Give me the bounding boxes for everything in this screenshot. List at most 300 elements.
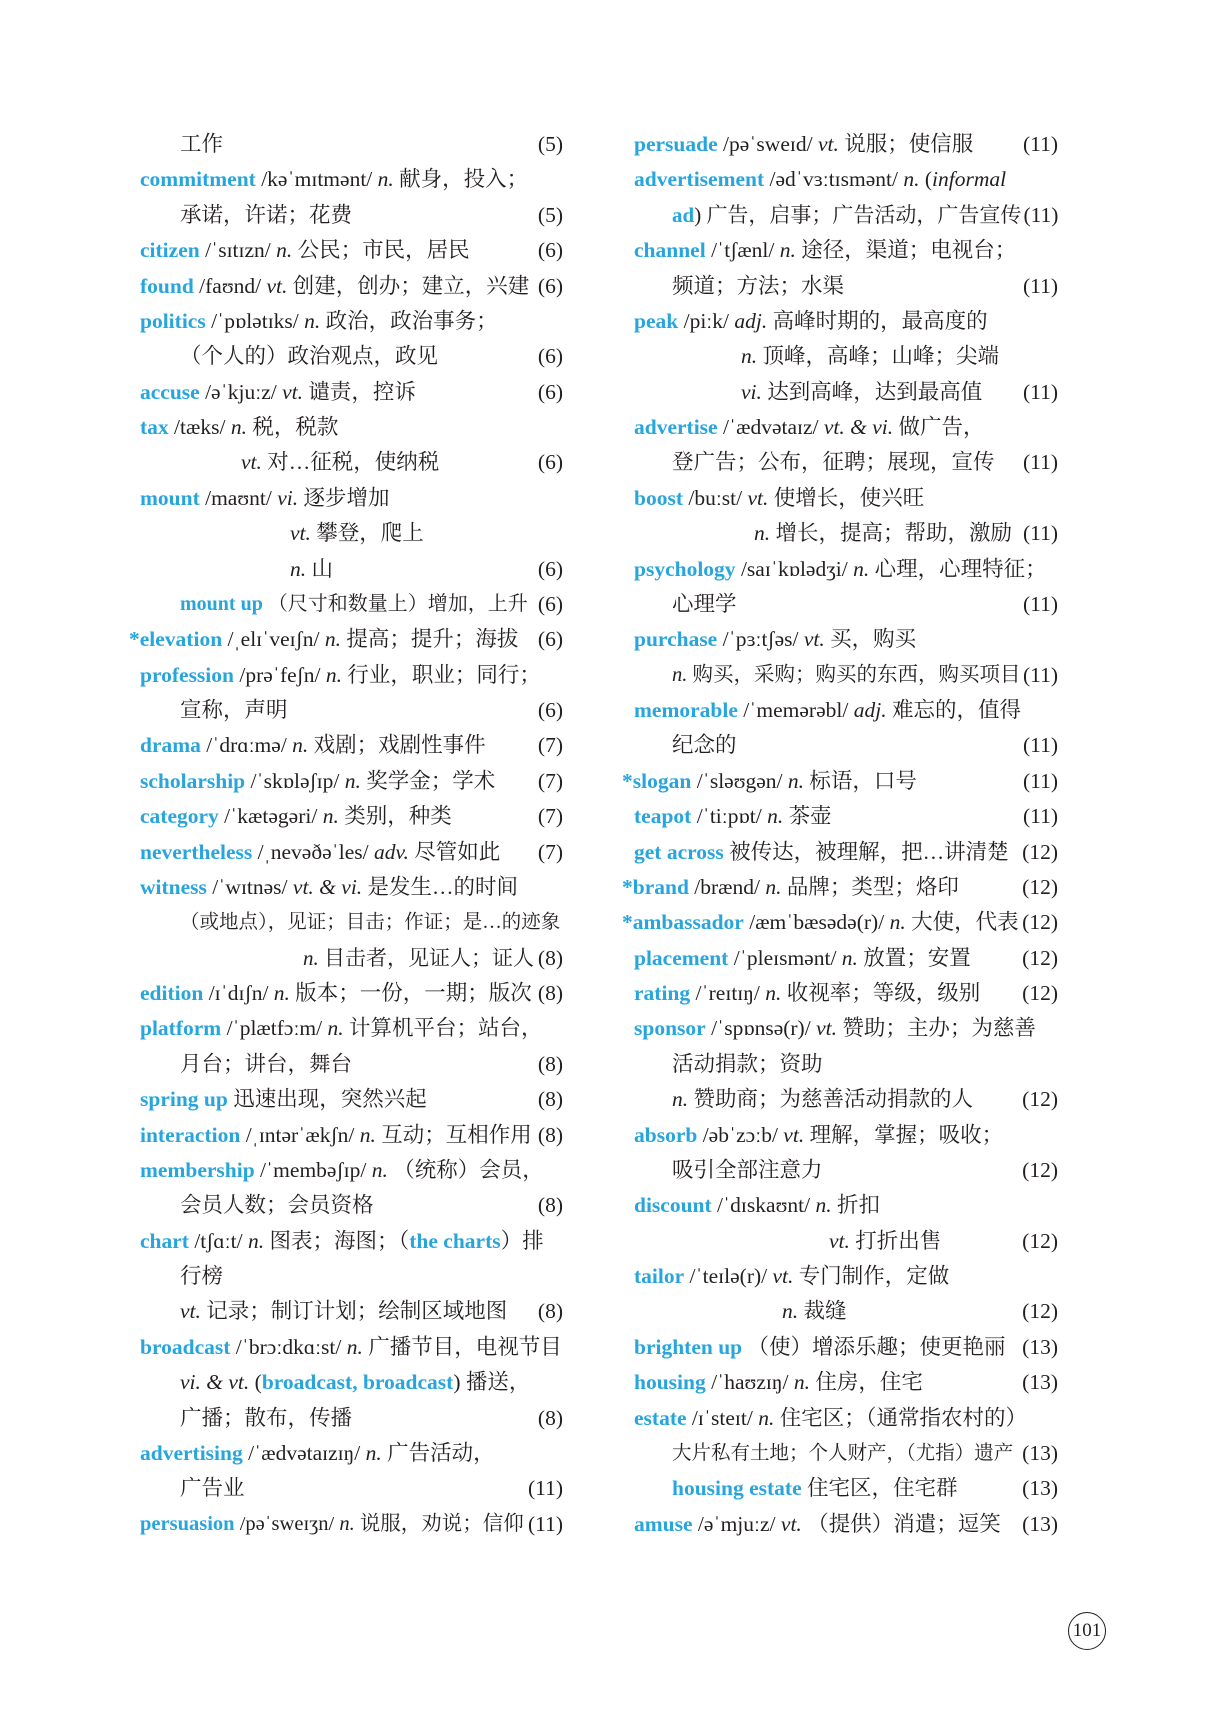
part-of-speech: n. xyxy=(765,981,782,1005)
unit-number: (12) xyxy=(1022,1228,1058,1253)
part-of-speech: vt. xyxy=(780,1511,802,1536)
gloss: 顶峰，高峰；山峰；尖端 xyxy=(762,344,1000,369)
glossary-line xyxy=(634,1047,1058,1082)
unit-number: (11) xyxy=(1022,273,1058,298)
gloss: 折扣 xyxy=(836,1193,880,1218)
part-of-speech: vt. xyxy=(817,132,839,156)
gloss: 目击者，见证人；证人 xyxy=(324,945,534,970)
unit-number: (11) xyxy=(1022,662,1058,687)
part-of-speech: n. xyxy=(346,1334,363,1359)
part-of-speech: n. xyxy=(779,238,796,263)
phonetic: /tæks/ xyxy=(174,415,226,439)
unit-number: (6) xyxy=(537,627,563,652)
glossary-line xyxy=(140,1330,563,1365)
phonetic: /ˈskɒləʃɪp/ xyxy=(250,768,340,793)
headword: category xyxy=(140,804,219,829)
gloss: 宣称，声明 xyxy=(180,698,288,722)
glossary-line xyxy=(634,552,1058,587)
glossary-line xyxy=(622,870,1058,905)
gloss: 行榜 xyxy=(180,1264,224,1288)
headword: politics xyxy=(140,308,206,333)
unit-number: (12) xyxy=(1022,839,1058,864)
gloss: 说服；使信服 xyxy=(844,132,974,156)
glossary-line xyxy=(634,622,1058,657)
gloss: 迅速出现，突然兴起 xyxy=(233,1087,427,1112)
gloss: 对…征税，使纳税 xyxy=(267,450,440,475)
line-text xyxy=(672,198,1021,233)
line-text xyxy=(634,304,988,339)
glossary-line xyxy=(634,976,1058,1011)
gloss: （尺寸和数量上）增加，上升 xyxy=(267,592,528,615)
line-text xyxy=(180,127,223,162)
glossary-line xyxy=(140,1082,563,1117)
page-number-circle xyxy=(1068,1612,1106,1650)
phonetic: /ˈkætəgəri/ xyxy=(224,804,318,829)
part-of-speech: vt. xyxy=(816,1016,837,1041)
line-text xyxy=(140,481,390,516)
gloss: 广播节目，电视节目 xyxy=(368,1334,562,1359)
part-of-speech: vt. xyxy=(829,1228,850,1253)
phonetic: /ˈmembəʃɪp/ xyxy=(260,1157,367,1182)
glossary-line xyxy=(140,410,563,445)
line-text xyxy=(672,1471,958,1506)
glossary-line xyxy=(634,1294,1058,1329)
unit-number: (12) xyxy=(1022,981,1058,1005)
line-text xyxy=(634,622,916,657)
phonetic: /ˈædvətaɪzɪŋ/ xyxy=(248,1440,361,1465)
line-text xyxy=(180,1188,374,1223)
phonetic: /ˈdɪskaʊnt/ xyxy=(717,1193,811,1218)
glossary-line xyxy=(140,1153,563,1188)
glossary-line xyxy=(634,198,1058,233)
unit-number: (12) xyxy=(1022,910,1058,935)
phonetic: /pəˈsweɪʒn/ xyxy=(239,1512,335,1535)
line-text xyxy=(140,764,495,799)
glossary-line xyxy=(140,1224,563,1259)
line-text xyxy=(140,162,528,197)
line-text xyxy=(140,1224,544,1259)
part-of-speech: n. xyxy=(889,910,906,935)
glossary-line xyxy=(140,1436,563,1471)
glossary-line xyxy=(634,1471,1058,1506)
part-of-speech: n. xyxy=(276,238,293,263)
phonetic: /faʊnd/ xyxy=(199,273,262,298)
line-text xyxy=(634,481,924,516)
part-of-speech: adj. xyxy=(734,308,768,333)
phonetic: /ˈdrɑːmə/ xyxy=(206,733,287,758)
unit-number: (11) xyxy=(1022,591,1058,616)
phonetic: /ˈwɪtnəs/ xyxy=(212,874,288,899)
glossary-line xyxy=(634,445,1058,480)
headword: absorb xyxy=(634,1122,698,1147)
phonetic: /ˈplætfɔːm/ xyxy=(226,1016,323,1041)
line-text xyxy=(672,1047,823,1082)
glossary-line xyxy=(634,835,1058,870)
unit-number: (11) xyxy=(1022,804,1058,829)
headword: tax xyxy=(140,415,169,439)
phonetic: /ˈsləʊgən/ xyxy=(696,768,783,793)
line-text xyxy=(634,799,832,834)
gloss: 被传达，被理解，把…讲清楚 xyxy=(729,839,1009,864)
phonetic: /ˌnevəðəˈles/ xyxy=(257,839,369,864)
unit-number: (13) xyxy=(1022,1440,1058,1465)
gloss: 提高；提升；海拔 xyxy=(346,627,519,652)
headword: sponsor xyxy=(634,1016,706,1041)
glossary-line xyxy=(140,1259,563,1294)
gloss: 逐步增加 xyxy=(303,485,390,510)
line-text xyxy=(140,304,498,339)
headword: drama xyxy=(140,733,201,758)
glossary-line xyxy=(634,481,1058,516)
headword: discount xyxy=(634,1193,712,1218)
headword: rating xyxy=(634,981,691,1005)
unit-number: (13) xyxy=(1022,1511,1058,1536)
phonetic: /ˈædvətaɪz/ xyxy=(722,415,819,439)
glossary-line xyxy=(634,728,1058,763)
part-of-speech: n. xyxy=(292,733,309,758)
unit-number: (5) xyxy=(537,132,563,156)
gloss: 政治，政治事务； xyxy=(325,308,498,333)
part-of-speech: vt. xyxy=(803,627,825,652)
phonetic: /brænd/ xyxy=(694,874,760,899)
gloss: 住房，住宅 xyxy=(815,1370,923,1395)
glossary-line xyxy=(634,516,1058,551)
line-text xyxy=(782,1294,847,1329)
gloss: 纪念的 xyxy=(672,733,737,758)
line-text xyxy=(672,658,1021,693)
gloss: 购买，采购；购买的东西，购买项目 xyxy=(692,663,1021,686)
line-text xyxy=(634,976,980,1011)
headword: found xyxy=(140,273,194,298)
part-of-speech: n. xyxy=(322,804,339,829)
part-of-speech: n. xyxy=(339,1512,355,1535)
part-of-speech: vt. xyxy=(290,521,311,546)
glossary-line xyxy=(634,658,1058,693)
glossary-line xyxy=(140,481,563,516)
gloss: 奖学金；学术 xyxy=(366,768,496,793)
headword: memorable xyxy=(634,698,738,722)
line-text xyxy=(180,905,560,940)
part-of-speech: vt. xyxy=(747,485,769,510)
headword: get across xyxy=(634,839,724,864)
gloss: 月台；讲台，舞台 xyxy=(180,1051,353,1076)
line-text xyxy=(634,127,973,162)
line-text xyxy=(140,870,518,905)
glossary-line xyxy=(634,1082,1058,1117)
gloss: 品牌；类型；烙印 xyxy=(786,874,959,899)
gloss: 大使，代表 xyxy=(911,910,1019,935)
unit-number: (11) xyxy=(1022,132,1058,156)
gloss: 专门制作，定做 xyxy=(798,1264,950,1288)
glossary-line xyxy=(140,1365,563,1400)
gloss: 频道；方法；水渠 xyxy=(672,273,845,298)
line-text xyxy=(140,1330,562,1365)
glossary-line xyxy=(140,1047,563,1082)
gloss: 途径，渠道；电视台； xyxy=(801,238,1017,263)
headword: platform xyxy=(140,1016,222,1041)
line-text xyxy=(140,1082,427,1117)
glossary-line xyxy=(140,269,563,304)
line-text xyxy=(622,870,959,905)
unit-number: (7) xyxy=(537,733,563,758)
line-text xyxy=(622,905,1019,940)
phonetic: /ˌelɪˈveɪʃn/ xyxy=(227,627,320,652)
headword: brighten up xyxy=(634,1334,743,1359)
headword: tailor xyxy=(634,1264,685,1288)
gloss: 播送， xyxy=(465,1370,531,1395)
line-text xyxy=(180,339,438,374)
phonetic: /tʃɑːt/ xyxy=(194,1228,243,1253)
part-of-speech: n. xyxy=(767,804,784,829)
line-text xyxy=(140,799,452,834)
line-text xyxy=(180,1401,352,1436)
headword: peak xyxy=(634,308,679,333)
line-text xyxy=(634,1507,1001,1542)
unit-number: (12) xyxy=(1022,945,1058,970)
unit-number: (8) xyxy=(537,1122,563,1147)
phonetic: /ˈspɒnsə(r)/ xyxy=(711,1016,811,1041)
line-text xyxy=(634,693,1021,728)
part-of-speech: n. xyxy=(325,662,343,687)
gloss: 赞助商；为慈善活动捐款的人 xyxy=(693,1087,974,1112)
glossary-line xyxy=(634,269,1058,304)
line-text xyxy=(180,1047,352,1082)
part-of-speech: n. xyxy=(365,1440,382,1465)
glossary-line xyxy=(140,658,563,693)
line-text xyxy=(180,1259,223,1294)
gloss: （或地点），见证；目击；作证；是…的迹象 xyxy=(180,912,561,934)
glossary-line xyxy=(634,941,1058,976)
part-of-speech: vt. & vi. xyxy=(823,415,894,439)
gloss: （统称）会员， xyxy=(393,1157,544,1182)
gloss: 大片私有土地；个人财产，（尤指）遗产 xyxy=(672,1442,1014,1464)
phonetic: /ˈsɪtɪzn/ xyxy=(205,238,271,263)
unit-number: (12) xyxy=(1022,1087,1058,1112)
glossary-line xyxy=(140,764,563,799)
glossary-line xyxy=(140,1507,563,1542)
part-of-speech: n. xyxy=(304,308,321,333)
glossary-line xyxy=(140,516,563,551)
gloss: 山 xyxy=(311,556,334,581)
unit-number: (11) xyxy=(1022,379,1058,404)
part-of-speech: n. xyxy=(371,1157,388,1182)
part-of-speech: n. xyxy=(290,556,307,581)
headword: mount xyxy=(140,485,200,510)
unit-number: (8) xyxy=(537,1299,563,1324)
unit-number: (12) xyxy=(1022,874,1058,899)
headword: *brand xyxy=(622,874,689,899)
gloss: 活动捐款；资助 xyxy=(672,1051,823,1076)
gloss: ) xyxy=(694,202,702,227)
glossary-line xyxy=(140,445,563,480)
glossary-line xyxy=(140,835,563,870)
glossary-line xyxy=(634,587,1058,622)
glossary-line xyxy=(634,1011,1058,1046)
part-of-speech: n. xyxy=(273,981,290,1005)
glossary-line xyxy=(634,304,1058,339)
gloss: 理解，掌握；吸收； xyxy=(809,1122,1004,1147)
unit-number: (8) xyxy=(537,1193,563,1218)
gloss: 工作 xyxy=(180,132,224,156)
line-text xyxy=(140,269,529,304)
gloss: 住宅区，住宅群 xyxy=(806,1476,958,1501)
glossary-line xyxy=(634,127,1058,162)
headword: broadcast, broadcast xyxy=(261,1370,454,1395)
phonetic: /ˈtʃænl/ xyxy=(711,238,775,263)
glossary-line xyxy=(140,339,563,374)
gloss: 攀登，爬上 xyxy=(316,521,424,546)
unit-number: (12) xyxy=(1022,1299,1058,1324)
line-text xyxy=(140,976,532,1011)
part-of-speech: n. xyxy=(230,415,247,439)
glossary-line xyxy=(634,799,1058,834)
gloss: 谴责，控诉 xyxy=(308,379,416,404)
gloss: ( xyxy=(254,1370,262,1395)
line-text xyxy=(140,835,500,870)
phonetic: /ɪˈdɪʃn/ xyxy=(208,981,269,1005)
headword: ad xyxy=(672,202,695,227)
phonetic: /ˈreɪtɪŋ/ xyxy=(695,981,760,1005)
part-of-speech: n. xyxy=(377,167,394,192)
glossary-line xyxy=(140,1294,563,1329)
part-of-speech: n. xyxy=(344,768,361,793)
part-of-speech: n. xyxy=(782,1299,799,1324)
phonetic: /əˈkjuːz/ xyxy=(205,379,277,404)
line-text xyxy=(290,552,333,587)
part-of-speech: vi. & vt. xyxy=(180,1370,250,1395)
line-text xyxy=(672,269,844,304)
unit-number: (5) xyxy=(537,202,563,227)
unit-number: (7) xyxy=(537,839,563,864)
phonetic: /prəˈfeʃn/ xyxy=(239,662,321,687)
headword: mount up xyxy=(180,592,263,615)
glossary-line xyxy=(634,1224,1058,1259)
line-text xyxy=(634,835,1009,870)
part-of-speech: n. xyxy=(853,556,870,581)
gloss: 广告，启事；广告活动，广告宣传 xyxy=(706,202,1022,227)
gloss: 登广告；公布，征聘；展现，宣传 xyxy=(672,450,995,475)
glossary-line xyxy=(129,622,563,657)
gloss: ( xyxy=(924,167,933,192)
line-text xyxy=(303,941,534,976)
gloss: 说服，劝说；信仰 xyxy=(359,1512,524,1535)
unit-number: (11) xyxy=(1022,450,1058,475)
line-text xyxy=(140,1118,532,1153)
gloss: 会员人数；会员资格 xyxy=(180,1193,374,1218)
headword: chart xyxy=(140,1228,189,1253)
gloss: 记录；制订计划；绘制区域地图 xyxy=(206,1299,508,1324)
phonetic: /ˈmemərəbl/ xyxy=(743,698,849,722)
glossary-line xyxy=(140,304,563,339)
gloss: 放置；安置 xyxy=(863,945,971,970)
line-text xyxy=(140,1011,543,1046)
glossary-line xyxy=(140,870,563,905)
gloss: 广播；散布，传播 xyxy=(180,1405,353,1430)
gloss: 茶壶 xyxy=(788,804,832,829)
gloss: 标语，口号 xyxy=(809,768,917,793)
phonetic: /ˈpɒlətɪks/ xyxy=(211,308,299,333)
glossary-line xyxy=(140,693,563,728)
phonetic: /æmˈbæsədə(r)/ xyxy=(749,910,885,935)
gloss: 尽管如此 xyxy=(414,839,501,864)
gloss: 公民；市民，居民 xyxy=(297,238,470,263)
part-of-speech: adj. xyxy=(853,698,887,722)
phonetic: /saɪˈkɒlədʒi/ xyxy=(740,556,848,581)
phonetic: /ˈteɪlə(r)/ xyxy=(689,1264,768,1288)
unit-number: (8) xyxy=(537,945,563,970)
headword: boost xyxy=(634,485,683,510)
headword: persuade xyxy=(634,132,718,156)
line-text xyxy=(140,375,416,410)
headword: *ambassador xyxy=(622,910,744,935)
line-text xyxy=(140,728,486,763)
part-of-speech: n. xyxy=(247,1228,265,1253)
headword: amuse xyxy=(634,1511,693,1536)
unit-number: (11) xyxy=(527,1476,563,1501)
part-of-speech: vi. xyxy=(741,379,762,404)
headword: teapot xyxy=(634,804,692,829)
unit-number: (13) xyxy=(1022,1334,1058,1359)
part-of-speech: n. xyxy=(841,945,858,970)
phonetic: /əbˈzɔːb/ xyxy=(702,1122,778,1147)
unit-number: (7) xyxy=(537,804,563,829)
gloss: 心理，心理特征； xyxy=(874,556,1047,581)
line-text xyxy=(634,1118,1003,1153)
gloss: （个人的）政治观点，政见 xyxy=(180,344,439,369)
gloss: 广告业 xyxy=(180,1476,245,1501)
line-text xyxy=(672,1082,973,1117)
part-of-speech: vt. xyxy=(282,379,303,404)
gloss: 心理学 xyxy=(672,591,737,616)
glossary-line xyxy=(140,1401,563,1436)
headword: the charts xyxy=(409,1228,501,1253)
glossary-line xyxy=(634,1436,1058,1471)
line-text xyxy=(634,941,971,976)
phonetic: /buːst/ xyxy=(688,485,743,510)
phonetic: /pəˈsweɪd/ xyxy=(723,132,813,156)
part-of-speech: n. xyxy=(303,945,319,970)
line-text xyxy=(634,552,1047,587)
line-text xyxy=(140,658,541,693)
unit-number: (11) xyxy=(527,1511,563,1536)
gloss: 图表；海图；（ xyxy=(269,1228,410,1253)
line-text xyxy=(672,445,995,480)
glossary-column-right xyxy=(622,127,1059,1542)
glossary-line xyxy=(622,905,1058,940)
line-text xyxy=(634,1188,880,1223)
gloss: 高峰时期的，最高度的 xyxy=(772,308,988,333)
line-text xyxy=(140,1153,544,1188)
unit-number: (8) xyxy=(537,1051,563,1076)
gloss: （提供）消遣；逗笑 xyxy=(807,1511,1001,1536)
gloss: 承诺，许诺；花费 xyxy=(180,202,353,227)
part-of-speech: n. xyxy=(324,627,341,652)
glossary-line xyxy=(634,1365,1058,1400)
gloss: 是发生…的时间 xyxy=(367,874,519,899)
line-text xyxy=(634,1330,1006,1365)
unit-number: (8) xyxy=(537,1405,563,1430)
line-text xyxy=(634,1365,923,1400)
line-text xyxy=(622,764,917,799)
glossary-line xyxy=(140,233,563,268)
line-text xyxy=(634,1259,949,1294)
headword: commitment xyxy=(140,167,256,192)
part-of-speech: n. xyxy=(765,874,782,899)
line-text xyxy=(140,1507,524,1542)
line-text xyxy=(634,410,985,445)
phonetic: /ˈpleɪsmənt/ xyxy=(733,945,837,970)
part-of-speech: n. xyxy=(903,167,920,192)
